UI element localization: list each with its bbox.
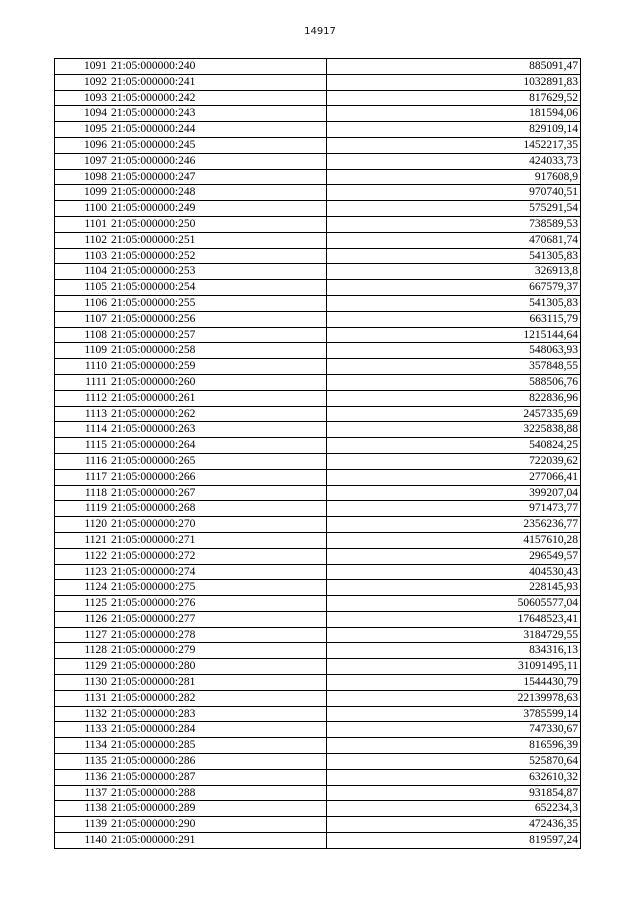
row-number-cell: 1122 xyxy=(55,548,110,564)
cadastral-number-cell: 21:05:000000:243 xyxy=(109,106,327,122)
cadastral-value-cell: 931854,87 xyxy=(327,785,581,801)
cadastral-value-cell: 816596,39 xyxy=(327,738,581,754)
cadastral-value-cell: 31091495,11 xyxy=(327,659,581,675)
row-number-cell: 1106 xyxy=(55,295,110,311)
table-row xyxy=(55,201,581,217)
row-number-cell: 1140 xyxy=(55,833,110,849)
row-number-cell: 1114 xyxy=(55,422,110,438)
cadastral-value-cell: 541305,83 xyxy=(327,248,581,264)
table-row xyxy=(55,390,581,406)
row-number-cell: 1129 xyxy=(55,659,110,675)
cadastral-value-cell: 738589,53 xyxy=(327,216,581,232)
row-number-cell: 1135 xyxy=(55,754,110,770)
row-number-cell: 1110 xyxy=(55,359,110,375)
cadastral-number-cell: 21:05:000000:262 xyxy=(109,406,327,422)
cadastral-value-cell: 399207,04 xyxy=(327,485,581,501)
cadastral-number-cell: 21:05:000000:271 xyxy=(109,532,327,548)
row-number-cell: 1115 xyxy=(55,438,110,454)
row-number-cell: 1113 xyxy=(55,406,110,422)
row-number-cell: 1107 xyxy=(55,311,110,327)
cadastral-value-cell: 4157610,28 xyxy=(327,532,581,548)
table-row xyxy=(55,359,581,375)
cadastral-number-cell: 21:05:000000:255 xyxy=(109,295,327,311)
cadastral-number-cell: 21:05:000000:278 xyxy=(109,627,327,643)
cadastral-number-cell: 21:05:000000:264 xyxy=(109,438,327,454)
table-row xyxy=(55,517,581,533)
cadastral-number-cell: 21:05:000000:274 xyxy=(109,564,327,580)
cadastral-number-cell: 21:05:000000:290 xyxy=(109,817,327,833)
row-number-cell: 1093 xyxy=(55,90,110,106)
row-number-cell: 1121 xyxy=(55,532,110,548)
row-number-cell: 1099 xyxy=(55,185,110,201)
cadastral-number-cell: 21:05:000000:284 xyxy=(109,722,327,738)
cadastral-number-cell: 21:05:000000:277 xyxy=(109,611,327,627)
cadastral-value-cell: 971473,77 xyxy=(327,501,581,517)
table-row xyxy=(55,706,581,722)
cadastral-number-cell: 21:05:000000:288 xyxy=(109,785,327,801)
table-row xyxy=(55,738,581,754)
table-row xyxy=(55,754,581,770)
cadastral-number-cell: 21:05:000000:275 xyxy=(109,580,327,596)
cadastral-value-cell: 22139978,63 xyxy=(327,690,581,706)
cadastral-value-table xyxy=(54,58,581,849)
cadastral-number-cell: 21:05:000000:265 xyxy=(109,453,327,469)
table-row xyxy=(55,643,581,659)
row-number-cell: 1124 xyxy=(55,580,110,596)
cadastral-value-cell: 822836,96 xyxy=(327,390,581,406)
row-number-cell: 1109 xyxy=(55,343,110,359)
row-number-cell: 1105 xyxy=(55,280,110,296)
cadastral-value-cell: 829109,14 xyxy=(327,122,581,138)
table-row xyxy=(55,59,581,75)
table-row xyxy=(55,280,581,296)
cadastral-number-cell: 21:05:000000:256 xyxy=(109,311,327,327)
cadastral-number-cell: 21:05:000000:291 xyxy=(109,833,327,849)
cadastral-number-cell: 21:05:000000:282 xyxy=(109,690,327,706)
row-number-cell: 1128 xyxy=(55,643,110,659)
cadastral-number-cell: 21:05:000000:289 xyxy=(109,801,327,817)
cadastral-number-cell: 21:05:000000:242 xyxy=(109,90,327,106)
cadastral-number-cell: 21:05:000000:285 xyxy=(109,738,327,754)
table-row xyxy=(55,74,581,90)
table-row xyxy=(55,596,581,612)
table-row xyxy=(55,327,581,343)
cadastral-number-cell: 21:05:000000:254 xyxy=(109,280,327,296)
cadastral-value-cell: 667579,37 xyxy=(327,280,581,296)
row-number-cell: 1127 xyxy=(55,627,110,643)
cadastral-value-cell: 3184729,55 xyxy=(327,627,581,643)
row-number-cell: 1100 xyxy=(55,201,110,217)
cadastral-number-cell: 21:05:000000:272 xyxy=(109,548,327,564)
cadastral-value-cell: 357848,55 xyxy=(327,359,581,375)
cadastral-number-cell: 21:05:000000:240 xyxy=(109,59,327,75)
cadastral-number-cell: 21:05:000000:276 xyxy=(109,596,327,612)
table-row xyxy=(55,106,581,122)
table-row xyxy=(55,611,581,627)
table-row xyxy=(55,627,581,643)
cadastral-number-cell: 21:05:000000:244 xyxy=(109,122,327,138)
table-body xyxy=(55,59,581,849)
cadastral-value-cell: 819597,24 xyxy=(327,833,581,849)
cadastral-number-cell: 21:05:000000:260 xyxy=(109,374,327,390)
row-number-cell: 1133 xyxy=(55,722,110,738)
cadastral-value-cell: 917608,9 xyxy=(327,169,581,185)
table-row xyxy=(55,675,581,691)
table-row xyxy=(55,153,581,169)
table-row xyxy=(55,833,581,849)
cadastral-number-cell: 21:05:000000:241 xyxy=(109,74,327,90)
table-row xyxy=(55,817,581,833)
row-number-cell: 1108 xyxy=(55,327,110,343)
cadastral-value-cell: 548063,93 xyxy=(327,343,581,359)
cadastral-value-cell: 541305,83 xyxy=(327,295,581,311)
table-row xyxy=(55,564,581,580)
cadastral-value-cell: 663115,79 xyxy=(327,311,581,327)
table-row xyxy=(55,453,581,469)
row-number-cell: 1138 xyxy=(55,801,110,817)
row-number-cell: 1101 xyxy=(55,216,110,232)
cadastral-number-cell: 21:05:000000:261 xyxy=(109,390,327,406)
cadastral-number-cell: 21:05:000000:287 xyxy=(109,769,327,785)
cadastral-number-cell: 21:05:000000:268 xyxy=(109,501,327,517)
row-number-cell: 1094 xyxy=(55,106,110,122)
cadastral-number-cell: 21:05:000000:286 xyxy=(109,754,327,770)
cadastral-value-cell: 722039,62 xyxy=(327,453,581,469)
row-number-cell: 1096 xyxy=(55,137,110,153)
cadastral-value-cell: 834316,13 xyxy=(327,643,581,659)
cadastral-value-cell: 652234,3 xyxy=(327,801,581,817)
table-row xyxy=(55,469,581,485)
cadastral-value-cell: 472436,35 xyxy=(327,817,581,833)
cadastral-number-cell: 21:05:000000:247 xyxy=(109,169,327,185)
table-row xyxy=(55,548,581,564)
row-number-cell: 1104 xyxy=(55,264,110,280)
table-row xyxy=(55,769,581,785)
row-number-cell: 1137 xyxy=(55,785,110,801)
table-row xyxy=(55,264,581,280)
cadastral-value-cell: 424033,73 xyxy=(327,153,581,169)
cadastral-number-cell: 21:05:000000:281 xyxy=(109,675,327,691)
row-number-cell: 1130 xyxy=(55,675,110,691)
cadastral-value-cell: 525870,64 xyxy=(327,754,581,770)
row-number-cell: 1097 xyxy=(55,153,110,169)
table-row xyxy=(55,438,581,454)
row-number-cell: 1132 xyxy=(55,706,110,722)
cadastral-value-cell: 1544430,79 xyxy=(327,675,581,691)
row-number-cell: 1095 xyxy=(55,122,110,138)
cadastral-value-cell: 3225838,88 xyxy=(327,422,581,438)
row-number-cell: 1091 xyxy=(55,59,110,75)
table-row xyxy=(55,659,581,675)
cadastral-number-cell: 21:05:000000:283 xyxy=(109,706,327,722)
row-number-cell: 1112 xyxy=(55,390,110,406)
table-row xyxy=(55,801,581,817)
cadastral-value-cell: 817629,52 xyxy=(327,90,581,106)
row-number-cell: 1134 xyxy=(55,738,110,754)
cadastral-value-cell: 1452217,35 xyxy=(327,137,581,153)
cadastral-number-cell: 21:05:000000:258 xyxy=(109,343,327,359)
cadastral-value-cell: 1032891,83 xyxy=(327,74,581,90)
cadastral-value-cell: 296549,57 xyxy=(327,548,581,564)
row-number-cell: 1116 xyxy=(55,453,110,469)
cadastral-value-cell: 17648523,41 xyxy=(327,611,581,627)
cadastral-value-cell: 404530,43 xyxy=(327,564,581,580)
cadastral-value-cell: 540824,25 xyxy=(327,438,581,454)
cadastral-number-cell: 21:05:000000:266 xyxy=(109,469,327,485)
row-number-cell: 1102 xyxy=(55,232,110,248)
table-row xyxy=(55,722,581,738)
cadastral-value-cell: 470681,74 xyxy=(327,232,581,248)
cadastral-value-cell: 970740,51 xyxy=(327,185,581,201)
table-row xyxy=(55,406,581,422)
cadastral-number-cell: 21:05:000000:279 xyxy=(109,643,327,659)
cadastral-number-cell: 21:05:000000:252 xyxy=(109,248,327,264)
cadastral-number-cell: 21:05:000000:257 xyxy=(109,327,327,343)
table-row xyxy=(55,311,581,327)
table-row xyxy=(55,501,581,517)
cadastral-value-cell: 1215144,64 xyxy=(327,327,581,343)
cadastral-value-cell: 2356236,77 xyxy=(327,517,581,533)
cadastral-value-cell: 277066,41 xyxy=(327,469,581,485)
cadastral-value-cell: 885091,47 xyxy=(327,59,581,75)
row-number-cell: 1118 xyxy=(55,485,110,501)
row-number-cell: 1126 xyxy=(55,611,110,627)
cadastral-value-cell: 3785599,14 xyxy=(327,706,581,722)
table-row xyxy=(55,485,581,501)
row-number-cell: 1136 xyxy=(55,769,110,785)
cadastral-value-cell: 575291,54 xyxy=(327,201,581,217)
cadastral-number-cell: 21:05:000000:259 xyxy=(109,359,327,375)
cadastral-value-cell: 181594,06 xyxy=(327,106,581,122)
row-number-cell: 1103 xyxy=(55,248,110,264)
cadastral-value-cell: 228145,93 xyxy=(327,580,581,596)
cadastral-number-cell: 21:05:000000:280 xyxy=(109,659,327,675)
table-row xyxy=(55,122,581,138)
row-number-cell: 1125 xyxy=(55,596,110,612)
table-row xyxy=(55,295,581,311)
cadastral-number-cell: 21:05:000000:250 xyxy=(109,216,327,232)
table-row xyxy=(55,343,581,359)
cadastral-value-cell: 326913,8 xyxy=(327,264,581,280)
cadastral-number-cell: 21:05:000000:267 xyxy=(109,485,327,501)
table-row xyxy=(55,422,581,438)
table-row xyxy=(55,169,581,185)
table-row xyxy=(55,137,581,153)
cadastral-number-cell: 21:05:000000:245 xyxy=(109,137,327,153)
cadastral-number-cell: 21:05:000000:246 xyxy=(109,153,327,169)
cadastral-number-cell: 21:05:000000:251 xyxy=(109,232,327,248)
cadastral-value-cell: 50605577,04 xyxy=(327,596,581,612)
row-number-cell: 1139 xyxy=(55,817,110,833)
cadastral-value-cell: 632610,32 xyxy=(327,769,581,785)
cadastral-number-cell: 21:05:000000:263 xyxy=(109,422,327,438)
cadastral-value-cell: 588506,76 xyxy=(327,374,581,390)
row-number-cell: 1111 xyxy=(55,374,110,390)
row-number-cell: 1119 xyxy=(55,501,110,517)
cadastral-number-cell: 21:05:000000:253 xyxy=(109,264,327,280)
table-row xyxy=(55,90,581,106)
table-row xyxy=(55,216,581,232)
row-number-cell: 1131 xyxy=(55,690,110,706)
table-row xyxy=(55,232,581,248)
cadastral-value-cell: 2457335,69 xyxy=(327,406,581,422)
table-row xyxy=(55,248,581,264)
row-number-cell: 1123 xyxy=(55,564,110,580)
table-row xyxy=(55,690,581,706)
row-number-cell: 1117 xyxy=(55,469,110,485)
table-row xyxy=(55,374,581,390)
table-row xyxy=(55,185,581,201)
cadastral-number-cell: 21:05:000000:248 xyxy=(109,185,327,201)
row-number-cell: 1098 xyxy=(55,169,110,185)
row-number-cell: 1092 xyxy=(55,74,110,90)
table-row xyxy=(55,785,581,801)
cadastral-number-cell: 21:05:000000:270 xyxy=(109,517,327,533)
row-number-cell: 1120 xyxy=(55,517,110,533)
table-row xyxy=(55,532,581,548)
table-row xyxy=(55,580,581,596)
cadastral-value-cell: 747330,67 xyxy=(327,722,581,738)
page-number: 14917 xyxy=(304,26,336,37)
cadastral-number-cell: 21:05:000000:249 xyxy=(109,201,327,217)
